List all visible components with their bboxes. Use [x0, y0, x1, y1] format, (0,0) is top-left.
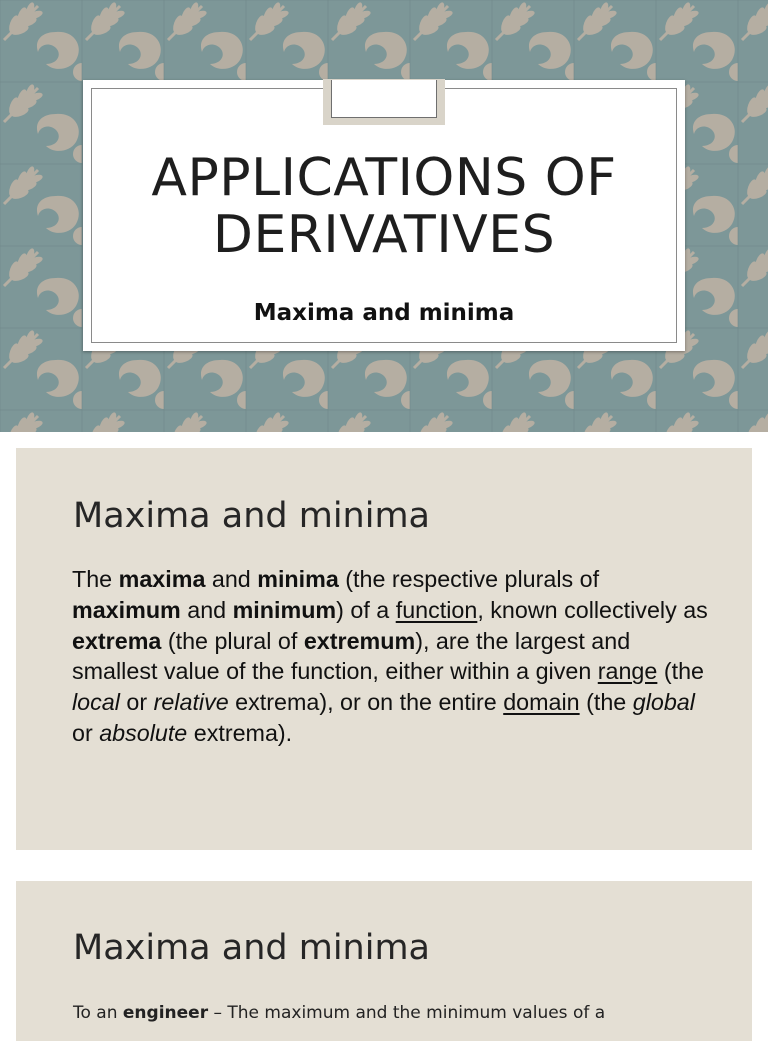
slide-subtitle: Maxima and minima — [253, 300, 515, 326]
text-run: To an — [73, 1003, 123, 1023]
bold-term-engineer: engineer — [122, 1003, 209, 1023]
slide-title-line-1: APPLICATIONS OF — [151, 148, 617, 208]
link-function[interactable]: function — [395, 596, 478, 623]
text-run: or — [119, 689, 154, 716]
text-run: or — [72, 719, 100, 746]
text-run: (the — [579, 689, 633, 716]
title-slide — [0, 0, 768, 432]
slide-heading: Maxima and minima — [73, 928, 430, 968]
slide-heading: Maxima and minima — [73, 496, 430, 536]
text-run: extrema). — [187, 719, 293, 746]
text-run: The — [72, 566, 119, 592]
text-run: and — [180, 596, 233, 623]
bold-term-minima: minima — [257, 566, 339, 592]
text-run: extrema), or on the entire — [228, 689, 504, 716]
bold-term-maxima: maxima — [118, 566, 206, 592]
link-range[interactable]: range — [597, 658, 658, 685]
bold-term-extrema: extrema — [72, 627, 162, 654]
text-run: , known collectively as — [477, 596, 708, 623]
link-domain[interactable]: domain — [503, 689, 580, 716]
title-card — [83, 80, 685, 351]
bold-term-minimum: minimum — [232, 596, 337, 623]
bold-term-extremum: extremum — [303, 627, 416, 654]
bold-term-maximum: maximum — [72, 596, 181, 623]
text-run: (the plural of — [161, 627, 304, 654]
italic-term-global: global — [632, 689, 695, 716]
text-run: (the respective plurals of — [338, 566, 600, 592]
definition-paragraph — [72, 564, 712, 749]
slide-title-line-2: DERIVATIVES — [212, 205, 556, 265]
text-run: and — [205, 566, 258, 592]
text-run: – The maximum and the minimum values of a — [208, 1003, 606, 1023]
content-slide-definition — [16, 448, 752, 850]
title-card-tab-inner — [331, 80, 437, 118]
italic-term-relative: relative — [153, 689, 229, 716]
text-run: ), are the largest and smallest value of the function, either within a given — [72, 627, 631, 685]
slide-title — [83, 150, 685, 264]
text-run: (the — [657, 658, 704, 685]
italic-term-absolute: absolute — [99, 719, 188, 746]
italic-term-local: local — [72, 689, 120, 716]
content-slide-engineer — [16, 881, 752, 1041]
text-run: ) of a — [336, 596, 396, 623]
engineer-paragraph — [73, 1001, 733, 1025]
